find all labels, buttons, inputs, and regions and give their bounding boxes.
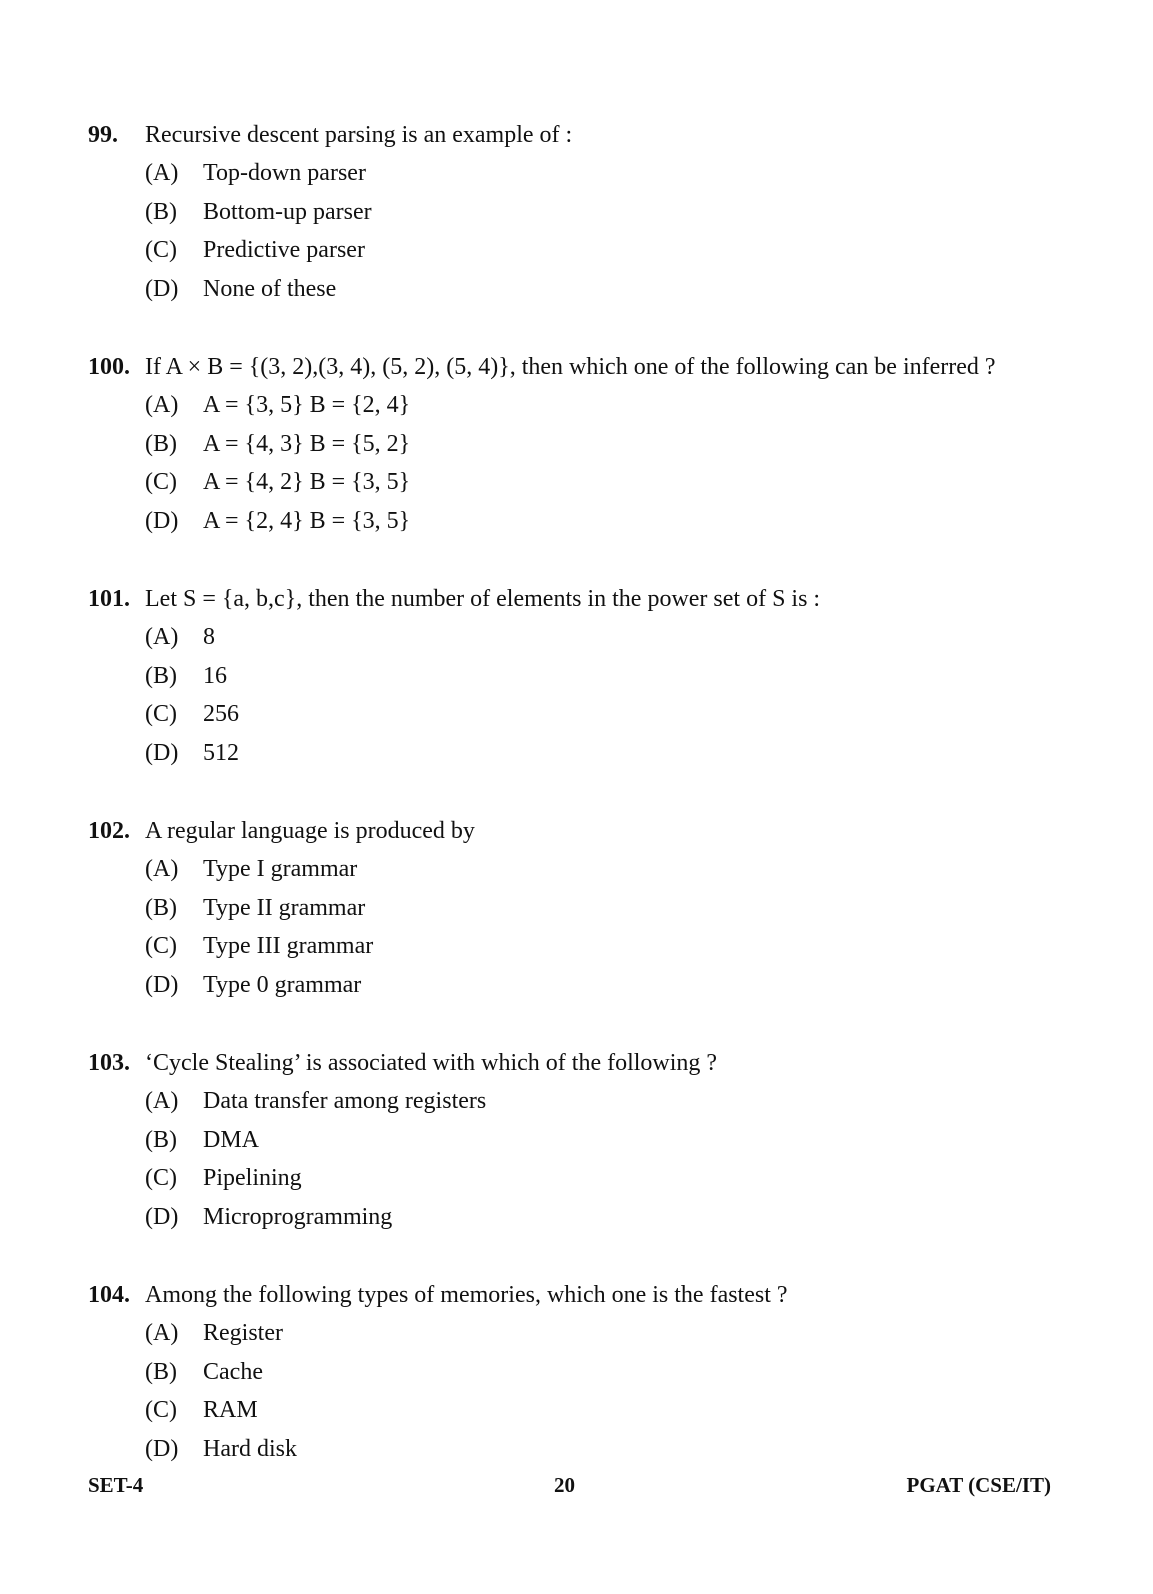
option-c [88, 927, 1088, 966]
question-101 [88, 580, 1088, 773]
option-d [88, 1198, 1088, 1237]
option-c [88, 1391, 1088, 1430]
question-99 [88, 116, 1088, 309]
option-key: (D) [145, 1436, 179, 1463]
option-key: (D) [145, 276, 179, 303]
option-text: Data transfer among registers [203, 1088, 487, 1114]
question-103 [88, 1044, 1088, 1237]
option-text: A = {2, 4} B = {3, 5} [203, 508, 411, 535]
option-text: RAM [203, 1397, 258, 1424]
question-number: 103. [88, 1050, 130, 1076]
option-key: (D) [145, 972, 179, 999]
question-text: If A × B = {(3, 2),(3, 4), (5, 2), (5, 4)}, then which one of the following can be inferred ? [145, 354, 996, 380]
option-text: 16 [203, 662, 227, 689]
question-number: 102. [88, 818, 130, 844]
option-key: (B) [145, 198, 177, 225]
option-text: 512 [203, 740, 239, 767]
option-text: A = {4, 3} B = {5, 2} [203, 430, 411, 457]
question-number: 99. [88, 122, 118, 148]
question-number: 100. [88, 354, 130, 380]
option-key: (B) [145, 894, 177, 921]
option-text: A = {4, 2} B = {3, 5} [203, 469, 411, 496]
option-text: 8 [203, 624, 215, 650]
option-text: Type 0 grammar [203, 972, 362, 999]
option-key: (C) [145, 469, 177, 496]
option-a [88, 386, 1088, 425]
option-text: Hard disk [203, 1436, 297, 1463]
option-text: A = {3, 5} B = {2, 4} [203, 392, 411, 418]
option-text: Bottom-up parser [203, 198, 372, 225]
option-b [88, 1121, 1088, 1160]
option-key: (B) [145, 1358, 177, 1385]
question-text: ‘Cycle Stealing’ is associated with which of the following ? [145, 1050, 718, 1076]
option-text: DMA [203, 1126, 260, 1153]
option-c [88, 695, 1088, 734]
option-key: (D) [145, 1204, 179, 1231]
option-text: Pipelining [203, 1165, 302, 1192]
option-text: Microprogramming [203, 1204, 393, 1231]
option-key: (B) [145, 662, 177, 689]
option-d [88, 502, 1088, 541]
option-b [88, 1353, 1088, 1392]
question-stem [88, 348, 1088, 386]
question-number: 104. [88, 1282, 130, 1308]
option-a [88, 154, 1088, 193]
option-key: (A) [145, 1088, 179, 1114]
option-key: (C) [145, 1165, 177, 1192]
option-c [88, 1159, 1088, 1198]
option-key: (A) [145, 624, 179, 650]
option-b [88, 657, 1088, 696]
question-stem [88, 116, 1088, 154]
question-text: Let S = {a, b,c}, then the number of elements in the power set of S is : [145, 586, 821, 612]
question-stem [88, 1044, 1088, 1082]
option-key: (C) [145, 701, 177, 728]
option-text: Register [203, 1320, 283, 1346]
option-d [88, 270, 1088, 309]
question-102 [88, 812, 1088, 1005]
page-number: 20 [554, 1473, 575, 1497]
option-key: (A) [145, 1320, 179, 1346]
option-b [88, 889, 1088, 928]
option-key: (D) [145, 740, 179, 767]
option-key: (D) [145, 508, 179, 535]
option-a [88, 850, 1088, 889]
set-label: SET-4 [88, 1473, 144, 1497]
option-text: Top-down parser [203, 160, 366, 186]
option-key: (B) [145, 430, 177, 457]
option-key: (A) [145, 160, 179, 186]
option-a [88, 618, 1088, 657]
question-stem [88, 812, 1088, 850]
option-key: (B) [145, 1126, 177, 1153]
option-d [88, 734, 1088, 773]
paper-code: PGAT (CSE/IT) [906, 1473, 1051, 1497]
question-text: A regular language is produced by [145, 818, 475, 844]
option-text: Type II grammar [203, 894, 366, 921]
option-key: (A) [145, 392, 179, 418]
question-stem [88, 580, 1088, 618]
option-b [88, 425, 1088, 464]
question-text: Recursive descent parsing is an example of : [145, 122, 573, 148]
option-key: (C) [145, 237, 177, 264]
question-104 [88, 1276, 1088, 1469]
option-key: (C) [145, 1397, 177, 1424]
page-footer [0, 1470, 1153, 1500]
option-key: (A) [145, 856, 179, 882]
option-b [88, 193, 1088, 232]
option-d [88, 1430, 1088, 1469]
option-d [88, 966, 1088, 1005]
option-text: Type III grammar [203, 933, 374, 960]
option-a [88, 1314, 1088, 1353]
option-a [88, 1082, 1088, 1121]
option-text: 256 [203, 701, 239, 728]
question-100 [88, 348, 1088, 541]
option-text: Type I grammar [203, 856, 358, 882]
option-text: Predictive parser [203, 237, 365, 264]
question-number: 101. [88, 586, 130, 612]
option-key: (C) [145, 933, 177, 960]
question-text: Among the following types of memories, which one is the fastest ? [145, 1282, 788, 1308]
option-text: Cache [203, 1358, 263, 1385]
option-c [88, 463, 1088, 502]
option-text: None of these [203, 276, 337, 303]
question-stem [88, 1276, 1088, 1314]
option-c [88, 231, 1088, 270]
